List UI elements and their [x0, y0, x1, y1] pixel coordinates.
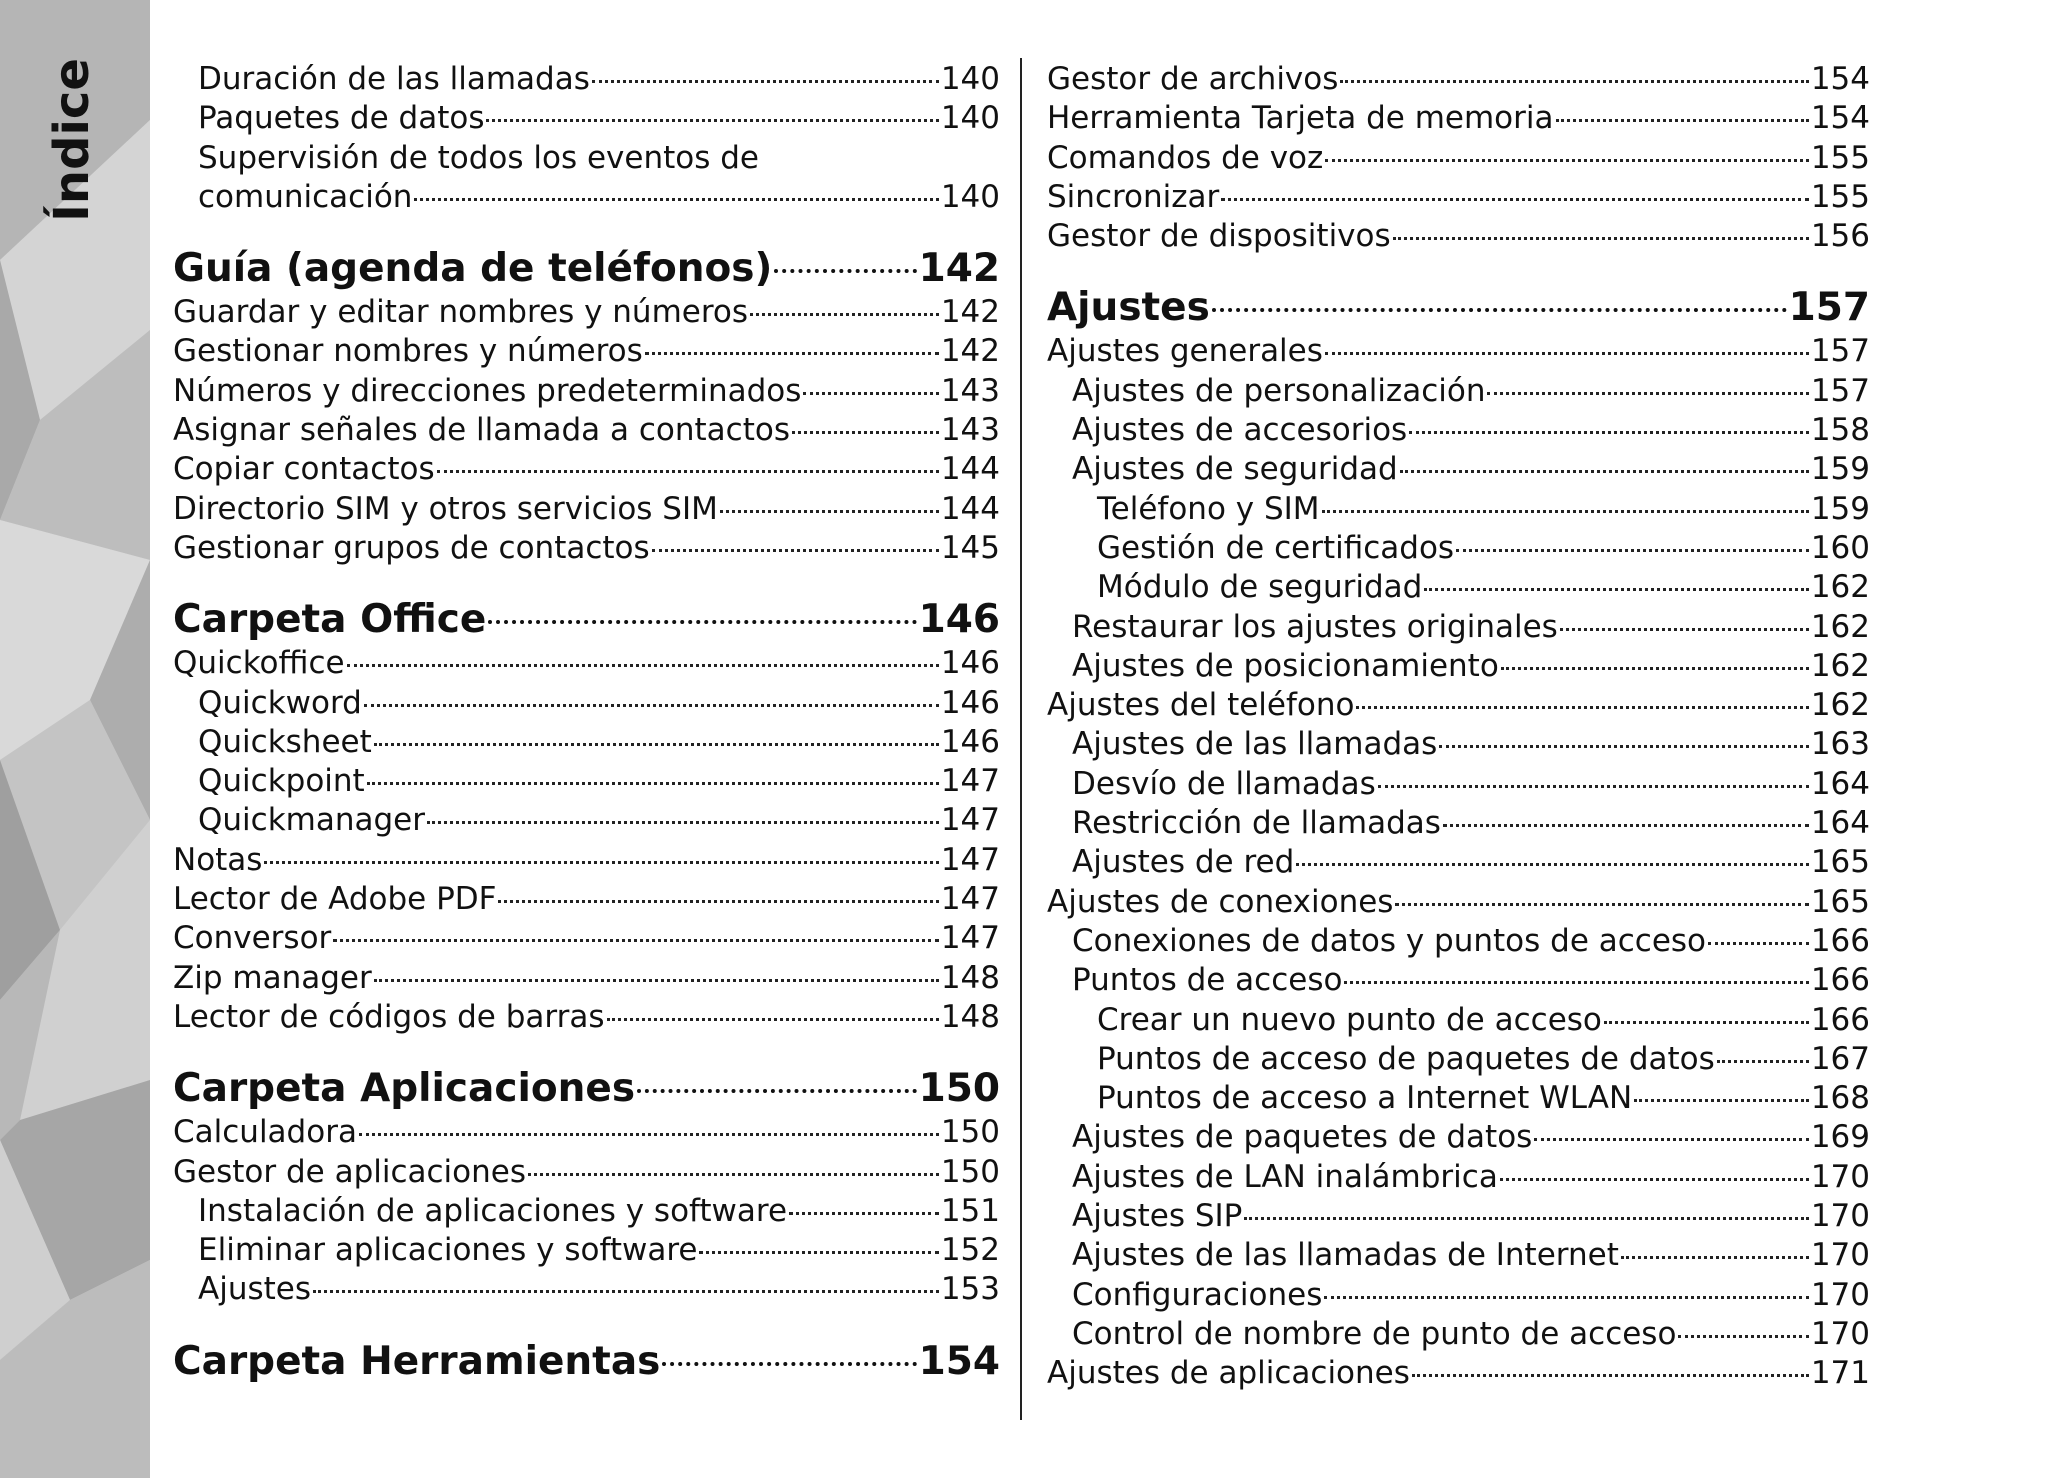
dot-leader: [1678, 1335, 1808, 1338]
entry-page: 170: [1810, 1276, 1870, 1313]
entry-label: Conversor: [173, 920, 332, 957]
dot-leader: [1534, 1138, 1809, 1141]
entry-page: 146: [940, 645, 1000, 682]
toc-entry[interactable]: [173, 178, 1000, 217]
entry-page: 167: [1810, 1040, 1870, 1077]
toc-entry[interactable]: [173, 684, 1000, 723]
entry-page: 143: [940, 372, 1000, 409]
entry-label: Gestor de aplicaciones: [173, 1153, 527, 1190]
toc-entry[interactable]: [173, 450, 1000, 489]
entry-page: 166: [1810, 1001, 1870, 1038]
entry-label: Paquetes de datos: [198, 100, 485, 137]
toc-entry[interactable]: [1047, 178, 1870, 217]
toc-entry[interactable]: [173, 332, 1000, 371]
section-page: 150: [918, 1066, 1000, 1112]
toc-section-heading[interactable]: [173, 596, 1000, 644]
dot-leader: [1708, 942, 1809, 945]
entry-label: Notas: [173, 841, 263, 878]
toc-section-heading[interactable]: [1047, 284, 1870, 332]
entry-page: 162: [1810, 647, 1870, 684]
toc-entry[interactable]: [173, 919, 1000, 958]
section-page: 154: [918, 1338, 1000, 1384]
entry-page: 144: [940, 490, 1000, 527]
dot-leader: [1409, 431, 1809, 434]
toc-entry[interactable]: [173, 1113, 1000, 1152]
entry-page: 157: [1810, 372, 1870, 409]
toc-entry[interactable]: [1047, 1040, 1870, 1079]
entry-label: Ajustes de aplicaciones: [1047, 1355, 1410, 1392]
dot-leader: [486, 119, 938, 122]
entry-label: Gestionar grupos de contactos: [173, 529, 650, 566]
right-column: [1047, 60, 1870, 1394]
toc-entry[interactable]: [1047, 217, 1870, 256]
entry-label: Desvío de llamadas: [1072, 765, 1376, 802]
entry-label: Ajustes de conexiones: [1047, 883, 1394, 920]
entry-label: Quicksheet: [198, 723, 372, 760]
toc-entry[interactable]: [173, 99, 1000, 138]
entry-label: Copiar contactos: [173, 451, 435, 488]
dot-leader: [652, 549, 939, 552]
left-column: [173, 60, 1000, 1386]
dot-leader: [333, 939, 939, 942]
dot-leader: [1400, 470, 1809, 473]
entry-page: 170: [1810, 1198, 1870, 1235]
dot-leader: [488, 620, 916, 624]
toc-entry[interactable]: [173, 411, 1000, 450]
entry-page: 163: [1810, 726, 1870, 763]
entry-page: 152: [940, 1232, 1000, 1269]
dot-leader: [427, 821, 939, 824]
dot-leader: [374, 979, 939, 982]
entry-page: 164: [1810, 805, 1870, 842]
entry-page: 143: [940, 412, 1000, 449]
dot-leader: [645, 352, 939, 355]
dot-leader: [1325, 352, 1809, 355]
toc-entry[interactable]: [1047, 529, 1870, 568]
dot-leader: [607, 1018, 939, 1021]
entry-label: Asignar señales de llamada a contactos: [173, 412, 790, 449]
entry-page: 165: [1810, 844, 1870, 881]
dot-leader: [1501, 667, 1809, 670]
dot-leader: [1717, 1060, 1809, 1063]
entry-label: Lector de Adobe PDF: [173, 881, 497, 918]
section-title: Carpeta Office: [173, 597, 487, 643]
toc-entry[interactable]: [1047, 1236, 1870, 1275]
entry-label: Puntos de acceso: [1072, 962, 1343, 999]
toc-entry[interactable]: [1047, 1276, 1870, 1315]
section-title: Carpeta Herramientas: [173, 1338, 661, 1384]
entry-page: 158: [1810, 412, 1870, 449]
toc-entry[interactable]: [1047, 883, 1870, 922]
entry-label: Eliminar aplicaciones y software: [198, 1232, 698, 1269]
entry-page: 154: [1810, 61, 1870, 97]
entry-page: 170: [1810, 1237, 1870, 1274]
dot-leader: [1325, 159, 1809, 162]
toc-entry[interactable]: [1047, 490, 1870, 529]
entry-page: 140: [940, 178, 1000, 215]
section-page: 142: [918, 246, 1000, 292]
entry-label: Ajustes de paquetes de datos: [1072, 1119, 1533, 1156]
dot-leader: [414, 198, 938, 201]
toc-section-heading[interactable]: [173, 1065, 1000, 1113]
entry-page: 155: [1810, 178, 1870, 215]
entry-page: 162: [1810, 687, 1870, 724]
entry-label: Instalación de aplicaciones y software: [198, 1192, 788, 1229]
entry-page: 153: [940, 1271, 1000, 1308]
toc-entry[interactable]: [1047, 139, 1870, 178]
dot-leader: [1356, 706, 1808, 709]
toc-entry[interactable]: [173, 60, 1000, 99]
dot-leader: [1560, 628, 1809, 631]
entry-label: comunicación: [198, 178, 413, 215]
toc-entry[interactable]: [173, 762, 1000, 801]
toc-entry[interactable]: [1047, 568, 1870, 607]
entry-label: Ajustes de LAN inalámbrica: [1072, 1158, 1498, 1195]
toc-entry[interactable]: [1047, 961, 1870, 1000]
dot-leader: [437, 470, 939, 473]
toc-entry[interactable]: [1047, 99, 1870, 138]
toc-entry[interactable]: [173, 959, 1000, 998]
entry-page: 151: [940, 1192, 1000, 1229]
dot-leader: [364, 704, 939, 707]
entry-page: 150: [940, 1153, 1000, 1190]
entry-label: Ajustes de las llamadas de Internet: [1072, 1237, 1619, 1274]
section-title: Carpeta Aplicaciones: [173, 1066, 636, 1112]
dot-leader: [374, 743, 939, 746]
entry-label: Gestor de archivos: [1047, 61, 1339, 97]
entry-page: 165: [1810, 883, 1870, 920]
dot-leader: [1439, 745, 1809, 748]
entry-page: 159: [1810, 490, 1870, 527]
dot-leader: [1244, 1217, 1808, 1220]
entry-label: Comandos de voz: [1047, 139, 1324, 176]
entry-label: Quickoffice: [173, 645, 345, 682]
entry-label: Quickmanager: [198, 802, 425, 839]
entry-page: 169: [1810, 1119, 1870, 1156]
dot-leader: [592, 80, 939, 83]
entry-label: Directorio SIM y otros servicios SIM: [173, 490, 718, 527]
dot-leader: [1424, 588, 1808, 591]
entry-page: 147: [940, 881, 1000, 918]
entry-page: 155: [1810, 139, 1870, 176]
toc-entry[interactable]: [1047, 1158, 1870, 1197]
toc-entry[interactable]: [173, 1153, 1000, 1192]
dot-leader: [720, 510, 939, 513]
toc-entry[interactable]: [1047, 60, 1870, 99]
dot-leader: [1456, 549, 1809, 552]
dot-leader: [1221, 198, 1809, 201]
entry-label: Números y direcciones predeterminados: [173, 372, 802, 409]
toc-entry[interactable]: [173, 644, 1000, 683]
entry-label: Módulo de seguridad: [1097, 569, 1423, 606]
dot-leader: [1393, 237, 1809, 240]
entry-label: Supervisión de todos los eventos de: [198, 139, 759, 176]
entry-label: Control de nombre de punto de acceso: [1072, 1315, 1677, 1352]
dot-leader: [750, 313, 939, 316]
entry-page: 148: [940, 959, 1000, 996]
entry-page: 147: [940, 841, 1000, 878]
entry-label: Gestionar nombres y números: [173, 333, 643, 370]
entry-page: 147: [940, 763, 1000, 800]
toc-entry[interactable]: [173, 372, 1000, 411]
entry-label: Ajustes generales: [1047, 333, 1323, 370]
entry-label: Quickword: [198, 684, 362, 721]
toc-entry[interactable]: [173, 880, 1000, 919]
dot-leader: [1378, 785, 1809, 788]
entry-label: Gestor de dispositivos: [1047, 218, 1391, 255]
entry-page: 164: [1810, 765, 1870, 802]
toc-entry[interactable]: [1047, 608, 1870, 647]
entry-label: Quickpoint: [198, 763, 365, 800]
dot-leader: [264, 861, 938, 864]
toc-entry[interactable]: [1047, 1001, 1870, 1040]
entry-label: Guardar y editar nombres y números: [173, 294, 749, 331]
entry-label: Ajustes de personalización: [1072, 372, 1486, 409]
entry-label: Ajustes de red: [1072, 844, 1295, 881]
dot-leader: [1322, 510, 1809, 513]
entry-page: 147: [940, 920, 1000, 957]
toc-entry[interactable]: [1047, 1315, 1870, 1354]
entry-page: 160: [1810, 529, 1870, 566]
dot-leader: [359, 1133, 939, 1136]
toc-entry[interactable]: [1047, 411, 1870, 450]
entry-page: 146: [940, 684, 1000, 721]
dot-leader: [1296, 863, 1809, 866]
entry-page: 162: [1810, 569, 1870, 606]
entry-label: Ajustes de seguridad: [1072, 451, 1398, 488]
entry-label: Crear un nuevo punto de acceso: [1097, 1001, 1602, 1038]
entry-page: 147: [940, 802, 1000, 839]
entry-label: Calculadora: [173, 1114, 357, 1151]
toc-entry[interactable]: [173, 490, 1000, 529]
entry-page: 145: [940, 529, 1000, 566]
dot-leader: [662, 1362, 916, 1366]
toc-entry[interactable]: [1047, 804, 1870, 843]
dot-leader: [313, 1290, 939, 1293]
entry-label: Ajustes de accesorios: [1072, 412, 1408, 449]
entry-page: 142: [940, 294, 1000, 331]
toc-entry[interactable]: [173, 841, 1000, 880]
toc-entry[interactable]: [1047, 372, 1870, 411]
entry-page: 154: [1810, 100, 1870, 137]
toc-entry[interactable]: [173, 1270, 1000, 1309]
toc-section-heading[interactable]: [173, 245, 1000, 293]
entry-page: 156: [1810, 218, 1870, 255]
entry-label: Puntos de acceso a Internet WLAN: [1097, 1080, 1633, 1117]
entry-label: Restricción de llamadas: [1072, 805, 1441, 842]
entry-label: Configuraciones: [1072, 1276, 1323, 1313]
entry-label: Conexiones de datos y puntos de acceso: [1072, 922, 1707, 959]
toc-section-heading[interactable]: [173, 1338, 1000, 1386]
dot-leader: [1487, 392, 1808, 395]
dot-leader: [1344, 981, 1808, 984]
dot-leader: [1324, 1296, 1808, 1299]
dot-leader: [498, 900, 938, 903]
entry-label: Lector de códigos de barras: [173, 998, 605, 1035]
section-title: Ajustes: [1047, 285, 1210, 331]
entry-label: Restaurar los ajustes originales: [1072, 608, 1558, 645]
dot-leader: [792, 431, 939, 434]
entry-label: Ajustes: [198, 1271, 311, 1308]
entry-label: Gestión de certificados: [1097, 529, 1455, 566]
toc-entry[interactable]: [1047, 1118, 1870, 1157]
toc-entry[interactable]: [173, 529, 1000, 568]
entry-page: 140: [940, 100, 1000, 137]
dot-leader: [1604, 1021, 1809, 1024]
toc-entry[interactable]: [1047, 1197, 1870, 1236]
toc-entry[interactable]: [173, 723, 1000, 762]
entry-page: 170: [1810, 1315, 1870, 1352]
side-title: Índice: [44, 58, 100, 222]
entry-page: 144: [940, 451, 1000, 488]
toc-entry[interactable]: [173, 801, 1000, 840]
toc-entry[interactable]: [173, 1192, 1000, 1231]
toc-entry[interactable]: [173, 293, 1000, 332]
toc-entry[interactable]: [1047, 1354, 1870, 1393]
entry-page: 140: [940, 61, 1000, 97]
dot-leader: [803, 392, 938, 395]
dot-leader: [774, 269, 916, 273]
entry-page: 162: [1810, 608, 1870, 645]
entry-label: Ajustes del teléfono: [1047, 687, 1355, 724]
entry-label: Zip manager: [173, 959, 372, 996]
toc-entry[interactable]: [1047, 843, 1870, 882]
toc-entry[interactable]: [173, 998, 1000, 1037]
dot-leader: [1443, 824, 1809, 827]
entry-label: Duración de las llamadas: [198, 61, 590, 97]
entry-page: 142: [940, 333, 1000, 370]
section-title: Guía (agenda de teléfonos): [173, 246, 773, 292]
toc-entry[interactable]: [1047, 922, 1870, 961]
dot-leader: [1340, 80, 1808, 83]
entry-page: 157: [1810, 333, 1870, 370]
column-divider: [1020, 58, 1022, 1420]
toc-entry[interactable]: [1047, 686, 1870, 725]
entry-page: 171: [1810, 1355, 1870, 1392]
dot-leader: [1621, 1256, 1809, 1259]
entry-page: 146: [940, 723, 1000, 760]
entry-label: Ajustes de posicionamiento: [1072, 647, 1499, 684]
entry-page: 166: [1810, 962, 1870, 999]
side-title-container: [0, 0, 150, 1478]
dot-leader: [1395, 903, 1808, 906]
dot-leader: [1500, 1178, 1809, 1181]
entry-label: Ajustes de las llamadas: [1072, 726, 1438, 763]
dot-leader: [347, 664, 939, 667]
toc-entry[interactable]: [1047, 332, 1870, 371]
dot-leader: [1634, 1099, 1809, 1102]
entry-page: 148: [940, 998, 1000, 1035]
dot-leader: [699, 1251, 938, 1254]
section-page: 157: [1788, 285, 1870, 331]
entry-label: Ajustes SIP: [1072, 1198, 1243, 1235]
dot-leader: [528, 1173, 939, 1176]
entry-page: 166: [1810, 922, 1870, 959]
toc-entry[interactable]: [1047, 1079, 1870, 1118]
entry-label: Sincronizar: [1047, 178, 1220, 215]
entry-page: 168: [1810, 1080, 1870, 1117]
toc-entry[interactable]: [1047, 765, 1870, 804]
dot-leader: [637, 1089, 917, 1093]
entry-label: Puntos de acceso de paquetes de datos: [1097, 1040, 1715, 1077]
section-page: 146: [918, 597, 1000, 643]
toc-entry[interactable]: [173, 1231, 1000, 1270]
toc-entry[interactable]: [1047, 647, 1870, 686]
dot-leader: [1556, 119, 1809, 122]
toc-entry[interactable]: [1047, 725, 1870, 764]
toc-entry[interactable]: [1047, 450, 1870, 489]
entry-page: 150: [940, 1114, 1000, 1151]
toc-entry-wrapped-line[interactable]: [173, 139, 1000, 178]
entry-label: Herramienta Tarjeta de memoria: [1047, 100, 1554, 137]
entry-page: 170: [1810, 1158, 1870, 1195]
entry-label: Teléfono y SIM: [1097, 490, 1320, 527]
dot-leader: [1412, 1374, 1809, 1377]
dot-leader: [789, 1212, 939, 1215]
dot-leader: [367, 782, 939, 785]
entry-page: 159: [1810, 451, 1870, 488]
dot-leader: [1212, 308, 1787, 312]
